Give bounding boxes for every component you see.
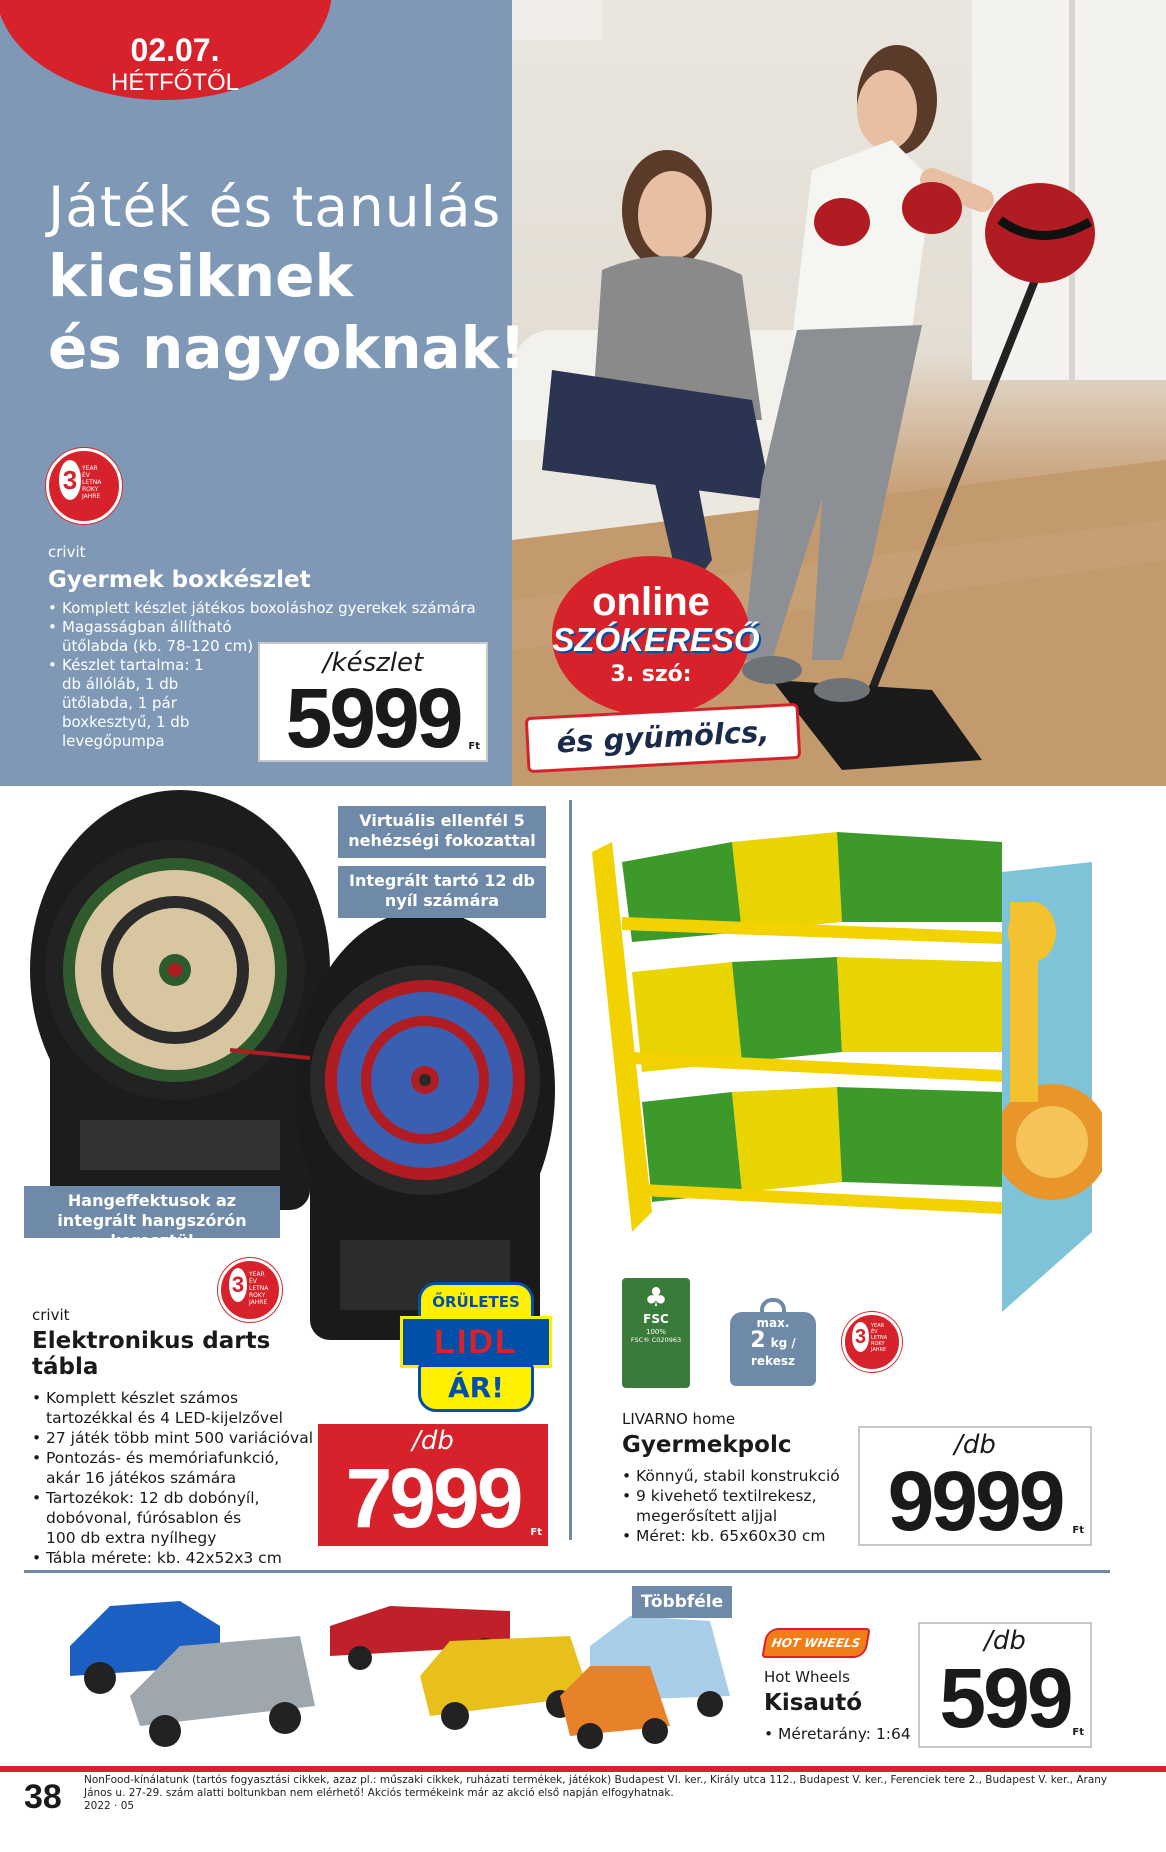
currency: Ft bbox=[530, 1527, 542, 1538]
price-value: 599 bbox=[939, 1651, 1071, 1745]
word-number: 3. szó: bbox=[610, 662, 692, 687]
product-name: Gyermek boxkészlet bbox=[48, 567, 311, 593]
product-brand: Hot Wheels bbox=[764, 1668, 850, 1686]
currency: Ft bbox=[1072, 1727, 1084, 1738]
weight-unit: kg / bbox=[770, 1336, 796, 1350]
price-value: 7999 bbox=[345, 1451, 521, 1545]
product-brand: crivit bbox=[32, 1306, 70, 1324]
price-unit: /db bbox=[412, 1426, 454, 1456]
feature-item: • Komplett készlet játékos boxoláshoz gyerekek számára bbox=[48, 599, 488, 618]
weekday-value: HÉTFŐTŐL bbox=[110, 69, 239, 96]
page-number: 38 bbox=[24, 1778, 62, 1816]
section-divider-horizontal bbox=[24, 1570, 1110, 1573]
darts-price-box bbox=[318, 1424, 548, 1546]
footer-note bbox=[84, 1774, 1124, 1813]
feature-item: • Készlet tartalma: 1 db állóláb, 1 db ütőlabda, 1 pár boxkesztyű, 1 db levegőpumpa bbox=[48, 656, 212, 751]
feature-item: • Tábla mérete: kb. 42x52x3 cm bbox=[32, 1548, 332, 1568]
lidl-logo: LIDL bbox=[400, 1316, 552, 1368]
fsc-label bbox=[622, 1278, 690, 1388]
secret-word: és gyümölcs, bbox=[525, 703, 802, 773]
section-divider-vertical bbox=[569, 800, 572, 1540]
price-label: ÁR! bbox=[418, 1364, 534, 1412]
szokereso-label: SZÓKERESŐ bbox=[552, 621, 760, 658]
headline-line-1: Játék és tanulás bbox=[48, 175, 502, 239]
product-brand: LIVARNO home bbox=[622, 1410, 736, 1428]
product-name: Kisautó bbox=[764, 1690, 863, 1716]
crazy-price-badge bbox=[396, 1282, 550, 1410]
feature-item: • Méret: kb. 65x60x30 cm bbox=[622, 1526, 862, 1546]
currency: Ft bbox=[1072, 1525, 1084, 1536]
boxing-price-box bbox=[258, 642, 488, 765]
warranty-text: YEAR ÉV LETNA ROKY JAHRE bbox=[82, 465, 102, 500]
weight-limit-badge bbox=[730, 1298, 816, 1386]
weight-body bbox=[730, 1312, 816, 1386]
footer-note-text: NonFood-kínálatunk (tartós fogyasztási cikkek, azaz pl.: műszaki cikkek, ruházati termékek, játékok) Budapest VI. ker., Király utca 112., Budapest V. ker., Ferenciek tere 2., Budapest V. ker., Arany János u. 27-29. szám alatti boltunkban nem elérhető! Akciós termékeink már az akció első napján elfogyhatnak. bbox=[84, 1774, 1108, 1799]
warranty-number: 3 bbox=[59, 460, 81, 500]
feature-item: • Komplett készlet számos tartozékkal és 4 LED-kijelzővel bbox=[32, 1388, 286, 1428]
warranty-badge bbox=[46, 448, 122, 524]
currency: Ft bbox=[468, 741, 480, 752]
feature-item: • Méretarány: 1:64 bbox=[764, 1724, 914, 1744]
weight-per: rekesz bbox=[751, 1354, 795, 1368]
product-name: Elektronikus darts tábla bbox=[32, 1328, 271, 1380]
weight-max: max. bbox=[756, 1316, 790, 1330]
cars-product-info bbox=[764, 1668, 914, 1744]
online-word-search-badge[interactable] bbox=[522, 556, 802, 766]
darts-product-info bbox=[32, 1306, 332, 1568]
product-features bbox=[764, 1724, 914, 1744]
price-value: 5999 bbox=[285, 671, 461, 765]
date-label bbox=[100, 32, 250, 98]
warranty-text: YEAR ÉV LETNA ROKY JAHRE bbox=[249, 1271, 269, 1306]
toy-shelf-illustration bbox=[592, 812, 1102, 1312]
tag-variety: Többféle bbox=[632, 1586, 732, 1618]
tag-virtual-opponent: Virtuális ellenfél 5 nehézségi fokozattal bbox=[338, 806, 546, 858]
footer-code: 2022 · 05 bbox=[84, 1800, 135, 1812]
crazy-label: ŐRÜLETES bbox=[418, 1282, 534, 1324]
feature-item: • 27 játék több mint 500 variációval bbox=[32, 1428, 332, 1448]
hero-banner bbox=[0, 0, 1166, 786]
fsc-code: FSC® C020963 bbox=[630, 1336, 682, 1344]
warranty-badge bbox=[842, 1312, 902, 1372]
feature-item: • Magasságban állítható ütőlabda (kb. 78-120 cm) bbox=[48, 618, 272, 656]
feature-item: • Pontozás- és memóriafunkció, akár 16 játékos számára bbox=[32, 1448, 286, 1488]
feature-item: • Tartozékok: 12 db dobónyíl, dobóvonal, fúrósablon és 100 db extra nyílhegy bbox=[32, 1488, 271, 1548]
price-value: 9999 bbox=[887, 1454, 1063, 1548]
price-unit: /db bbox=[954, 1430, 996, 1460]
feature-item: • Könnyű, stabil konstrukció bbox=[622, 1466, 862, 1486]
warranty-number: 3 bbox=[852, 1322, 869, 1352]
tag-sound-effects: Hangeffektusok az integrált hangszórón keresztül bbox=[24, 1186, 280, 1238]
shelf-image bbox=[592, 812, 1102, 1312]
product-features bbox=[622, 1466, 862, 1546]
date-value: 02.07. bbox=[130, 32, 220, 68]
price-unit: /db bbox=[984, 1626, 1026, 1656]
warranty-text: YEAR ÉV LETNA ROKY JAHRE bbox=[871, 1323, 888, 1353]
shelf-product-info bbox=[622, 1410, 862, 1546]
weight-value: 2 bbox=[750, 1328, 766, 1353]
cars-price-box bbox=[918, 1622, 1092, 1748]
footer-bar bbox=[0, 1766, 1166, 1772]
product-name: Gyermekpolc bbox=[622, 1432, 792, 1458]
online-label: online bbox=[592, 580, 710, 624]
product-brand: crivit bbox=[48, 543, 86, 561]
price-unit: /készlet bbox=[322, 648, 424, 678]
tag-integrated-holder: Integrált tartó 12 db nyíl számára bbox=[338, 866, 546, 918]
feature-item: • 9 kivehető textilrekesz, megerősített aljjal bbox=[622, 1486, 841, 1526]
hero-headline bbox=[48, 174, 526, 384]
hot-wheels-logo: HOT WHEELS bbox=[761, 1628, 870, 1658]
shelf-price-box bbox=[858, 1426, 1092, 1546]
fsc-percent: 100% bbox=[645, 1328, 666, 1336]
product-features bbox=[32, 1388, 332, 1568]
fsc-title: FSC bbox=[643, 1312, 669, 1326]
headline-line-2: kicsiknek bbox=[48, 242, 354, 310]
warranty-number: 3 bbox=[229, 1268, 247, 1302]
tree-icon: ♣ bbox=[644, 1283, 668, 1313]
headline-line-3: és nagyoknak! bbox=[48, 314, 526, 382]
